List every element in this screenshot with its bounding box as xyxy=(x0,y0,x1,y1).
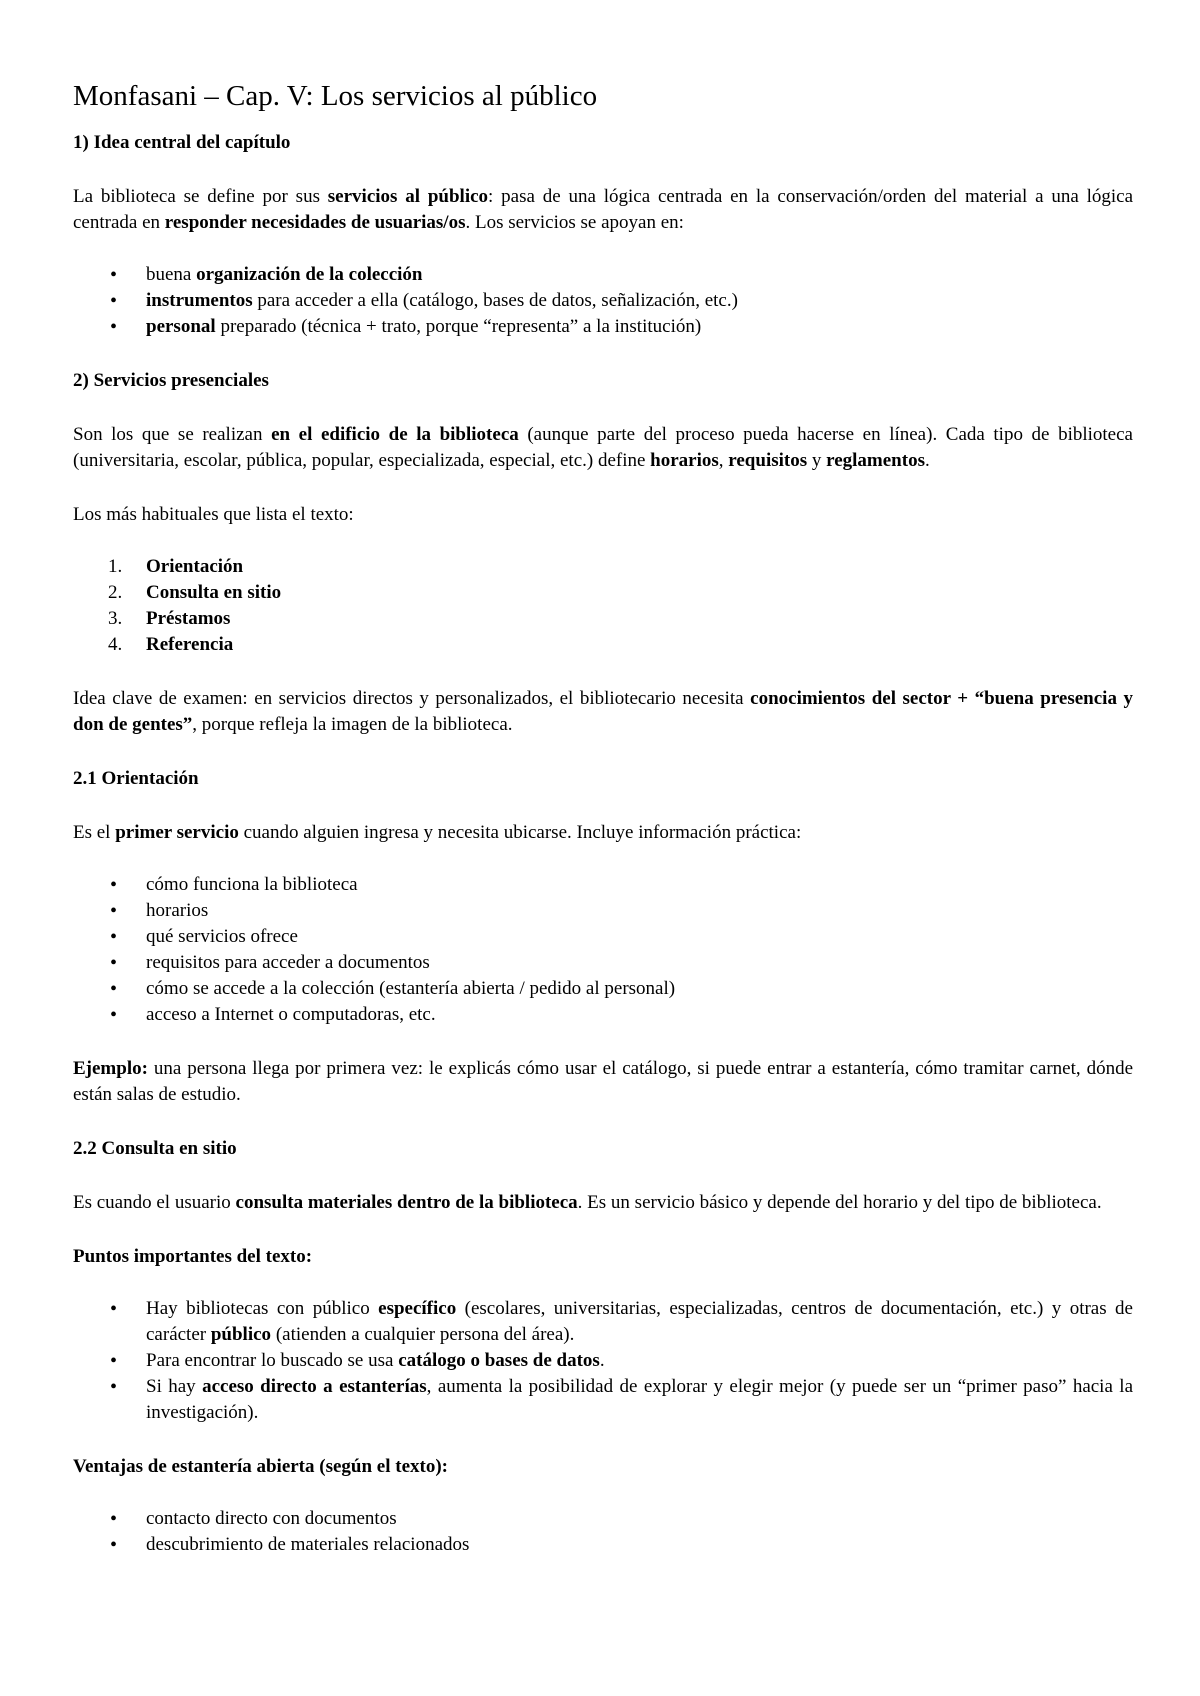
subheading-ventajas: Ventajas de estantería abierta (según el texto): xyxy=(73,1456,448,1477)
paragraph-orientacion: Es el primer servicio cuando alguien ingresa y necesita ubicarse. Incluye información práctica: xyxy=(73,822,802,843)
bullet-list-puntos xyxy=(73,1296,1133,1426)
document-page xyxy=(73,70,1133,1586)
bullet-list-orientacion xyxy=(73,872,1133,1028)
list-item: • requisitos para acceder a documentos xyxy=(73,950,1133,976)
section-heading-consulta-en-sitio: 2.2 Consulta en sitio xyxy=(73,1138,237,1159)
list-item: 1. Orientación xyxy=(108,556,244,577)
list-item: • cómo se accede a la colección (estantería abierta / pedido al personal) xyxy=(73,976,1133,1002)
subheading-puntos-importantes: Puntos importantes del texto: xyxy=(73,1246,313,1267)
list-item: • acceso a Internet o computadoras, etc. xyxy=(73,1002,1133,1028)
paragraph-ejemplo: Ejemplo: una persona llega por primera vez: le explicás cómo usar el catálogo, si puede entrar a estantería, cómo tramitar carnet, dónde están salas de estudio. xyxy=(73,1058,1133,1105)
list-item: • Para encontrar lo buscado se usa catálogo o bases de datos. xyxy=(73,1348,1133,1374)
paragraph-servicios-presenciales: Son los que se realizan en el edificio de la biblioteca (aunque parte del proceso pueda hacerse en línea). Cada tipo de biblioteca (universitaria, escolar, pública, popular, especializada, especial, etc.) define horarios, requisitos y reglamentos. xyxy=(73,424,1133,471)
paragraph-consulta-en-sitio: Es cuando el usuario consulta materiales dentro de la biblioteca. Es un servicio básico y depende del horario y del tipo de biblioteca. xyxy=(73,1192,1102,1213)
paragraph-habituales: Los más habituales que lista el texto: xyxy=(73,504,354,525)
list-item: • qué servicios ofrece xyxy=(73,924,1133,950)
list-item: • Si hay acceso directo a estanterías, aumenta la posibilidad de explorar y elegir mejor (y puede ser un “primer paso” hacia la investigación). xyxy=(73,1374,1133,1426)
section-heading-idea-central: 1) Idea central del capítulo xyxy=(73,132,291,153)
list-item: • horarios xyxy=(73,898,1133,924)
list-item: • contacto directo con documentos xyxy=(73,1506,1133,1532)
list-item: 3. Préstamos xyxy=(108,608,231,629)
list-item: • personal preparado (técnica + trato, porque “representa” a la institución) xyxy=(73,314,1133,340)
list-item: • buena organización de la colección xyxy=(73,262,1133,288)
section-heading-servicios-presenciales: 2) Servicios presenciales xyxy=(73,370,269,391)
list-item: • instrumentos para acceder a ella (catálogo, bases de datos, señalización, etc.) xyxy=(73,288,1133,314)
paragraph-idea-clave: Idea clave de examen: en servicios directos y personalizados, el bibliotecario necesita conocimientos del sector + “buena presencia y don de gentes”, porque refleja la imagen de la biblioteca. xyxy=(73,688,1133,735)
section-heading-orientacion: 2.1 Orientación xyxy=(73,768,199,789)
paragraph-idea-central: La biblioteca se define por sus servicios al público: pasa de una lógica centrada en la conservación/orden del material a una lógica centrada en responder necesidades de usuarias/os. Los servicios se apoyan en: xyxy=(73,186,1134,233)
bullet-list-ventajas xyxy=(73,1506,1133,1558)
document-title: Monfasani – Cap. V: Los servicios al público xyxy=(73,80,598,112)
bullet-list-apoyos xyxy=(73,262,1133,340)
list-item: • cómo funciona la biblioteca xyxy=(73,872,1133,898)
list-item: • descubrimiento de materiales relacionados xyxy=(73,1532,1133,1558)
list-item: 4. Referencia xyxy=(108,634,234,655)
list-item: 2. Consulta en sitio xyxy=(108,582,282,603)
list-item: • Hay bibliotecas con público específico (escolares, universitarias, especializadas, centros de documentación, etc.) y otras de carácter público (atienden a cualquier persona del área). xyxy=(73,1296,1133,1348)
numbered-list-servicios xyxy=(73,554,1133,658)
